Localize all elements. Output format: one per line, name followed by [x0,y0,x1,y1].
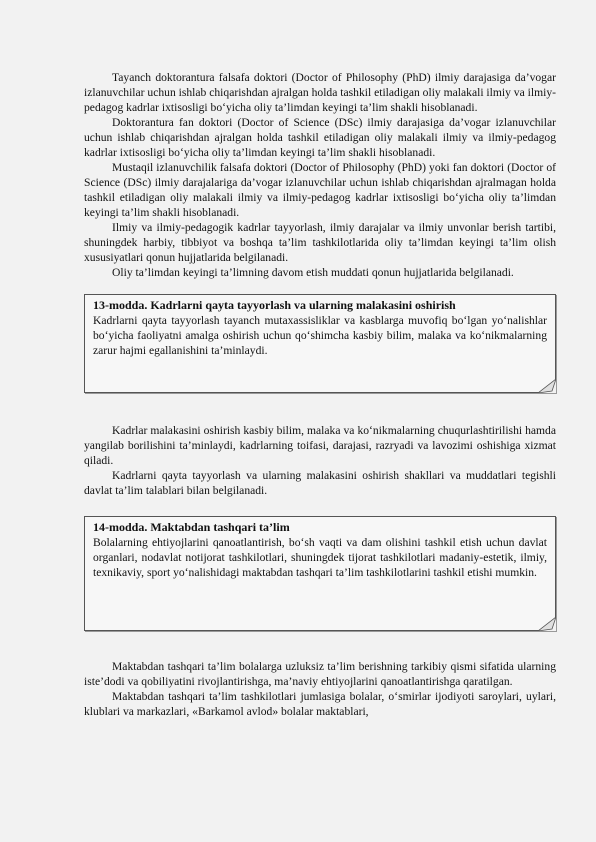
top-paragraphs [84,70,556,280]
paragraph: Kadrlar malakasini oshirish kasbiy bilim, malaka va ko‘nikmalarning chuqurlashtirilishi hamda yangilab borilishini ta’minlaydi, kadrlarning toifasi, darajasi, razryadi va lavozimi oshishiga xizmat qiladi. [84,424,556,467]
article-14-text: Bolalarning ehtiyojlarini qanoatlantirish, bo‘sh vaqti va dam olishini tashkil etish uchun davlat organlari, nodavlat notijorat tashkilotlari, shuningdek tijorat tashkilotlari madaniy-estetik, ilmiy, texnikaviy, sport yo‘nalishidagi maktabdan tashqari ta’lim tashkilotlarini tashkil etishi mumkin. [93,536,547,579]
document-page [84,70,556,719]
paragraph: Oliy ta’limdan keyingi ta’limning davom etish muddati qonun hujjatlarida belgilanadi. [112,266,514,279]
folded-corner-icon [538,617,556,631]
article-14-title: 14-modda. Maktabdan tashqari ta’lim [93,520,290,534]
article-13-title: 13-modda. Kadrlarni qayta tayyorlash va ularning malakasini oshirish [93,298,456,312]
bottom-paragraphs [84,659,556,719]
article-13-box [84,294,556,393]
paragraph: Maktabdan tashqari ta’lim bolalarga uzluksiz ta’lim berishning tarkibiy qismi sifatida ularning iste’dodi va qobiliyatini rivojlantirishga, ma’naviy ehtiyojlarini qanoatlantirishga qaratilgan. [84,660,556,688]
paragraph: Kadrlarni qayta tayyorlash va ularning malakasini oshirish shakllari va muddatlari tegishli davlat ta’lim talablari bilan belgilanadi. [84,469,556,497]
paragraph: Mustaqil izlanuvchilik falsafa doktori (Doctor of Philosophy (PhD) yoki fan doktori (Doctor of Science (DSc) ilmiy darajalariga da’vogar izlanuvchilar uchun ishlab chiqarishdan ajralmagan holda tashkil etiladigan oliy malakali ilmiy va ilmiy-pedagog kadrlar ixtisosligi bo‘yicha oliy ta’limdan keyingi ta’lim shakli hisoblanadi. [84,161,556,219]
paragraph: Doktorantura fan doktori (Doctor of Science (DSc) ilmiy darajasiga da’vogar izlanuvchilar uchun ishlab chiqarishdan ajralgan holda tashkil etiladigan oliy malakali ilmiy va ilmiy-pedagog kadrlar ixtisosligi bo‘yicha oliy ta’limdan keyingi ta’lim shakli hisoblanadi. [84,116,556,159]
middle-paragraphs [84,423,556,498]
article-13-text: Kadrlarni qayta tayyorlash tayanch mutaxassisliklar va kasblarga muvofiq bo‘lgan yo‘nalishlar bo‘yicha faoliyatni amalga oshirish uchun qo‘shimcha kasbiy bilim, malaka va ko‘nikmalarning zarur hajmi egallanishini ta’minlaydi. [93,314,547,357]
paragraph: Maktabdan tashqari ta’lim tashkilotlari jumlasiga bolalar, o‘smirlar ijodiyoti saroylari, uylari, klublari va markazlari, «Barkamol avlod» bolalar maktablari, [84,690,556,718]
paragraph: Ilmiy va ilmiy-pedagogik kadrlar tayyorlash, ilmiy darajalar va ilmiy unvonlar berish tartibi, shuningdek harbiy, tibbiyot va boshqa ta’lim tashkilotlarida oliy ta’limdan keyingi ta’lim olish xususiyatlari qonun hujjatlarida belgilanadi. [84,221,556,264]
article-14-box [84,516,556,631]
folded-corner-icon [538,379,556,393]
paragraph: Tayanch doktorantura falsafa doktori (Doctor of Philosophy (PhD) ilmiy darajasiga da’vogar izlanuvchilar uchun ishlab chiqarishdan ajralgan holda tashkil etiladigan oliy malakali ilmiy va ilmiy-pedagog kadrlar ixtisosligi bo‘yicha oliy ta’limdan keyingi ta’lim shakli hisoblanadi. [84,71,556,114]
